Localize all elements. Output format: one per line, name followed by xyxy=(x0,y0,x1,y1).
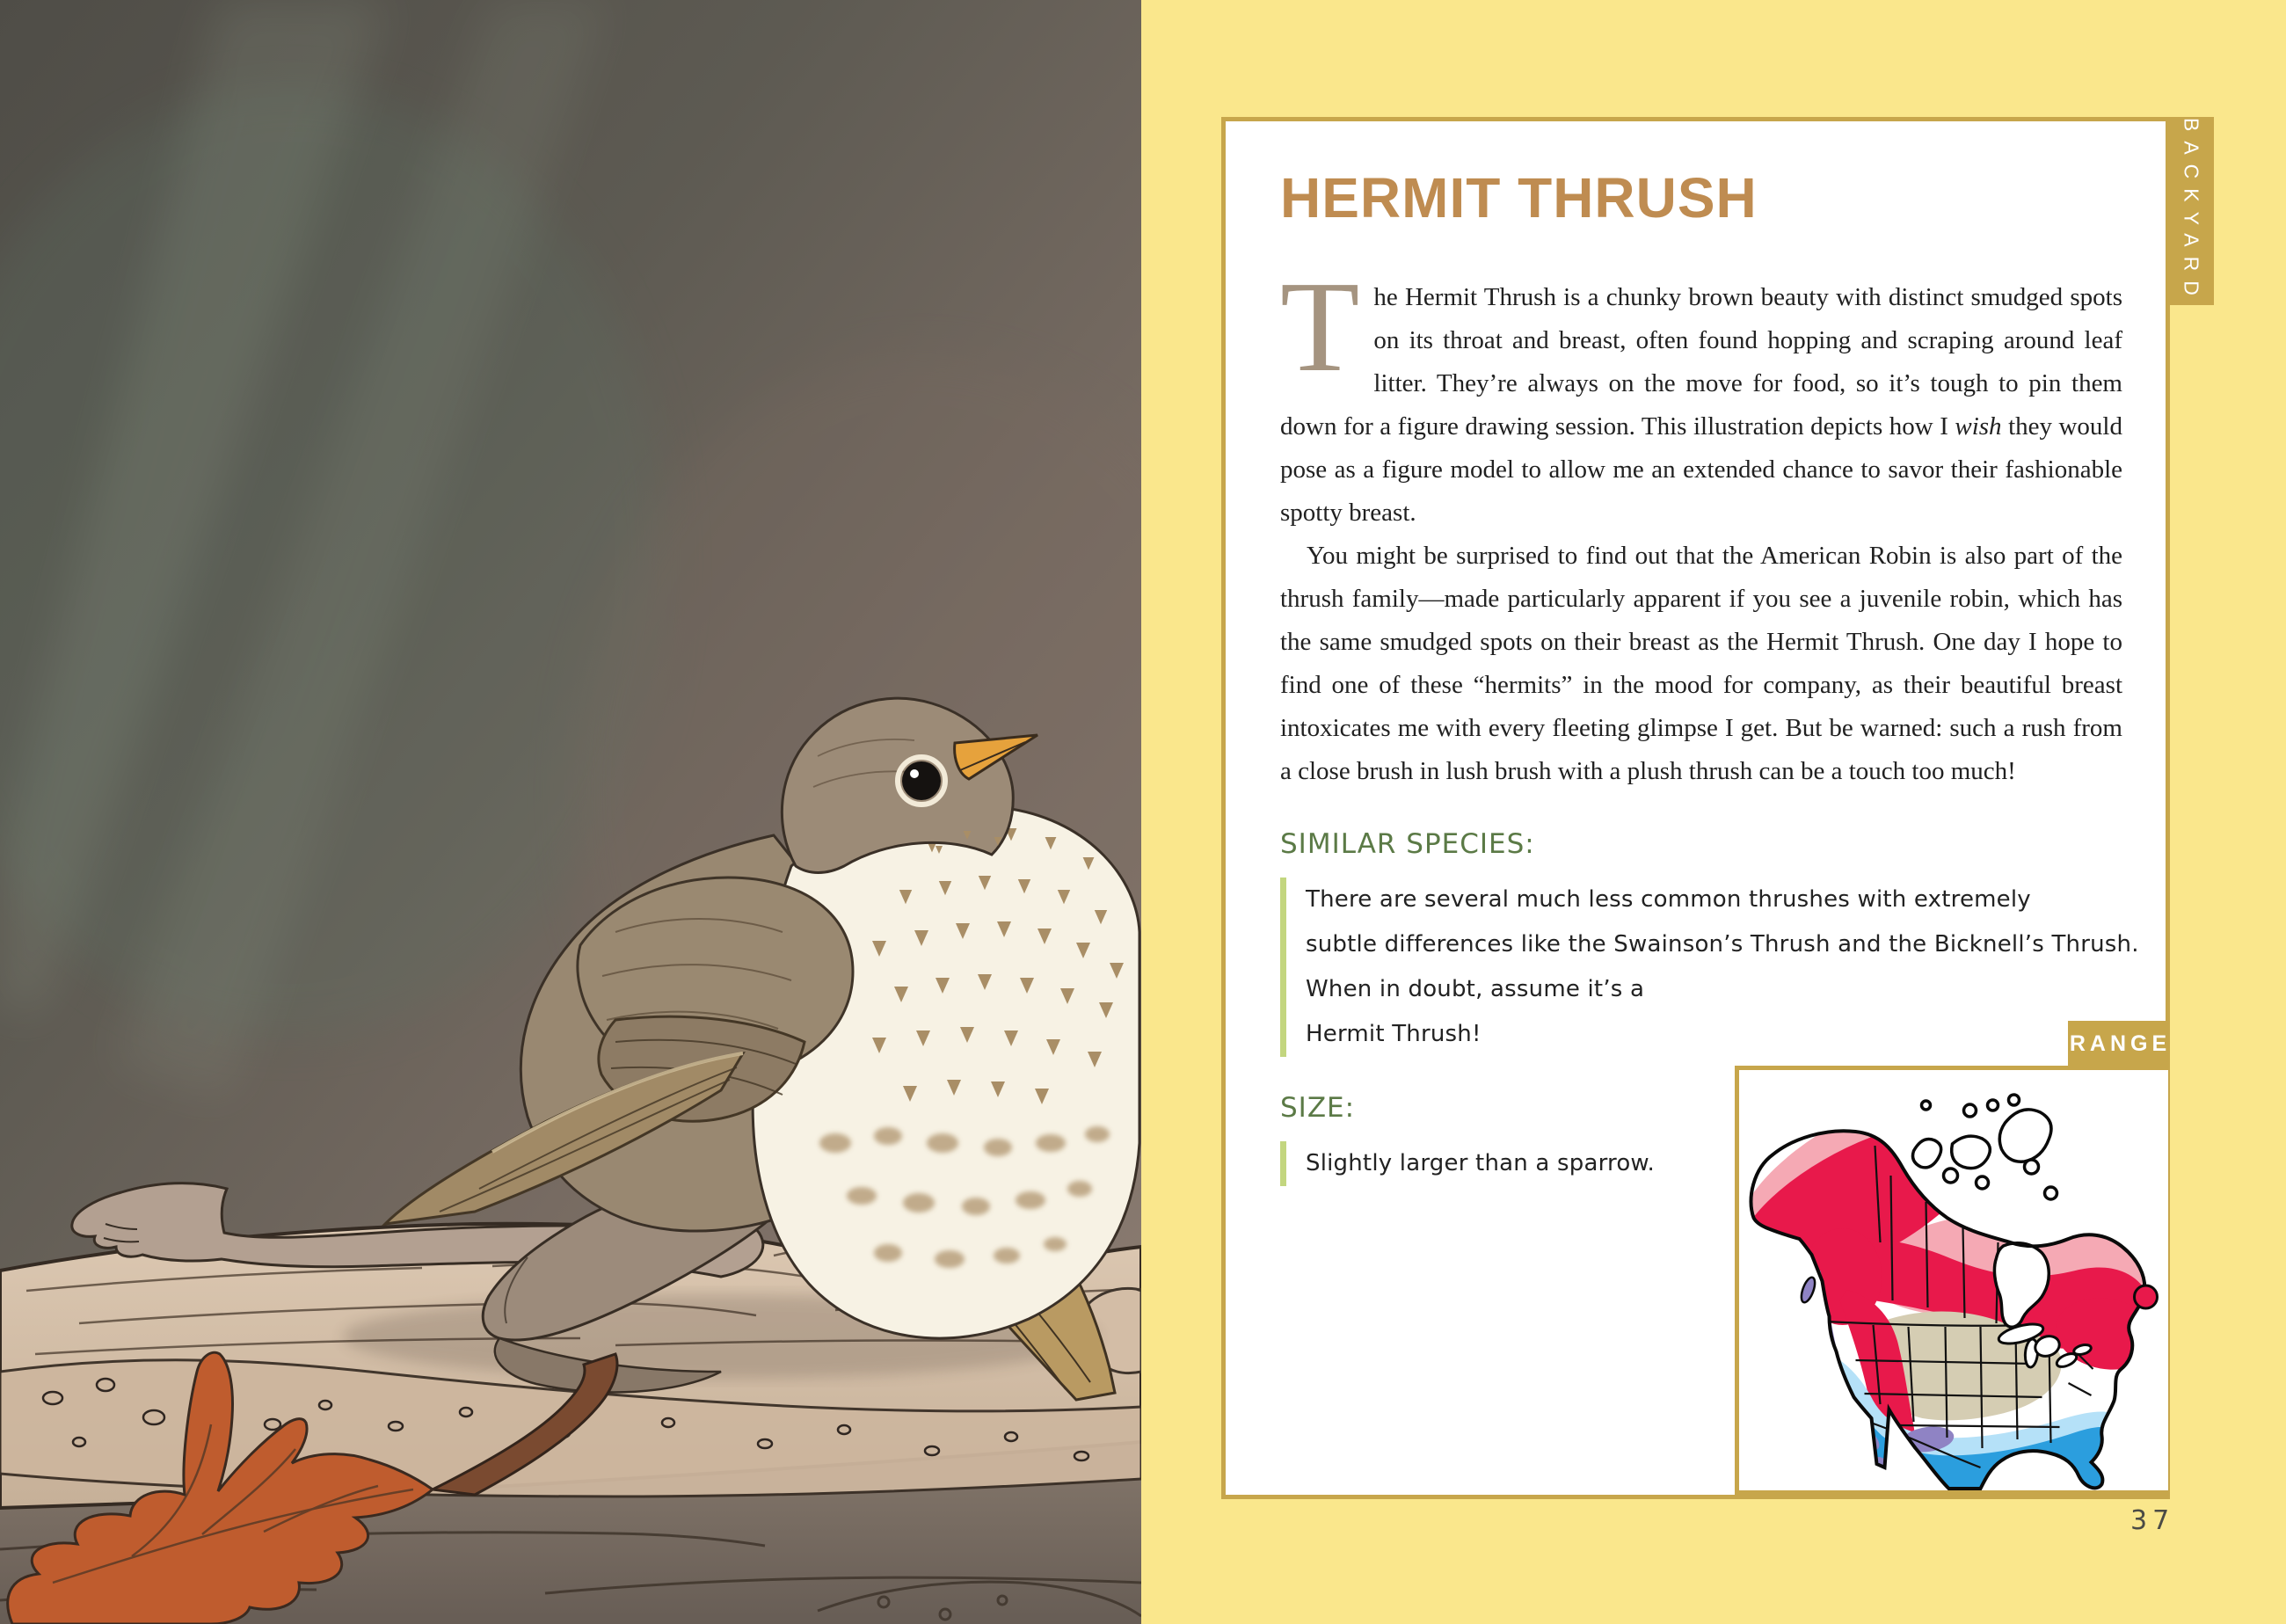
note-line: subtle differences like the Swainson’s Thrush and the Bicknell’s Thrush. xyxy=(1306,931,2139,958)
category-tab[interactable] xyxy=(2168,117,2214,305)
drop-cap: T xyxy=(1280,255,1360,399)
intro-text-2: they would pose as a figure model to allow me an extended chance to savor their fashionable spotty breast. xyxy=(1280,412,2122,527)
hermit-thrush-illustration xyxy=(0,0,1141,1624)
range-map xyxy=(1735,1066,2168,1495)
newfoundland xyxy=(2135,1285,2158,1308)
bird-illustration-page xyxy=(0,0,1141,1624)
eye xyxy=(902,761,941,800)
size-heading: SIZE: xyxy=(1280,1092,1356,1124)
category-tab-label: BACKYARD xyxy=(2180,117,2203,305)
intro-italic-word: wish xyxy=(1955,412,2002,441)
similar-species-heading: SIMILAR SPECIES: xyxy=(1280,828,1535,860)
content-page xyxy=(1141,0,2286,1624)
note-line: There are several much less common thrushes with extremely xyxy=(1306,886,2031,913)
note-line: When in doubt, assume it’s a xyxy=(1306,976,1645,1002)
page-title: HERMIT THRUSH xyxy=(1280,166,1758,229)
north-america-range-map xyxy=(1739,1070,2168,1490)
intro-text-1: he Hermit Thrush is a chunky brown beauty with distinct smudged spots on its throat and breast, often found hopping and scraping around leaf litter. They’re always on the move for food, so it’s tough to pin them down for a figure drawing session. This illustration depicts how I xyxy=(1280,283,2122,441)
range-label: RANGE xyxy=(2068,1021,2168,1067)
content-box xyxy=(1221,117,2203,1499)
intro-paragraph xyxy=(1280,255,2122,535)
page-number: 37 xyxy=(2130,1505,2175,1536)
note-line: Hermit Thrush! xyxy=(1306,1021,1482,1047)
second-paragraph: You might be surprised to find out that the American Robin is also part of the thrush family—made particularly apparent if you see a juvenile robin, which has the same smudged spots on their breast as the Hermit Thrush. One day I hope to find one of these “hermits” in the mood for company, as their beautiful breast intoxicates me with every fleeting glimpse I get. But be warned: such a rush from a close brush in lush brush with a plush thrush can be a touch too much! xyxy=(1280,542,2122,785)
size-text: Slightly larger than a sparrow. xyxy=(1306,1150,1655,1176)
